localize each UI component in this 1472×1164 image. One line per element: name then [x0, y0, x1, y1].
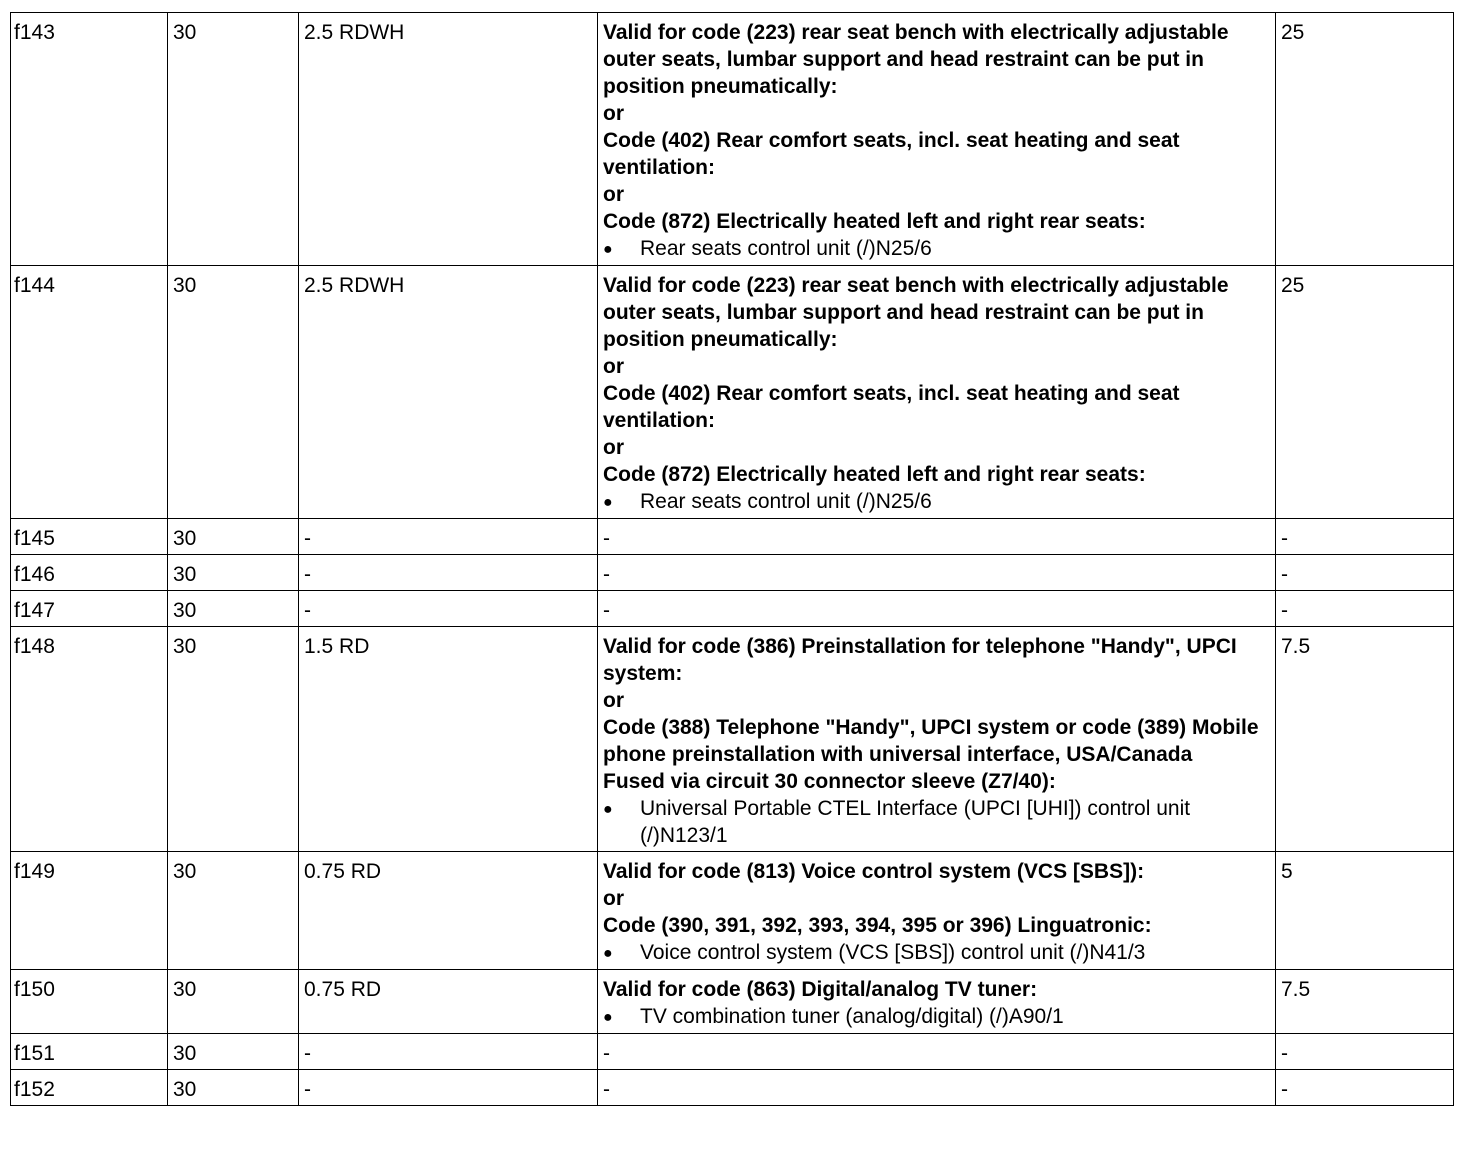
bullet-item [603, 939, 1270, 967]
fuse-table-body [11, 13, 1454, 1106]
bullet-icon: ● [603, 945, 613, 962]
description-line-bold: or [603, 183, 624, 206]
description-line-bold: or [603, 355, 624, 378]
fuse-number-cell: f152 [11, 1070, 168, 1106]
fuse-number-cell: f146 [11, 555, 168, 591]
fuse-number-cell: f147 [11, 591, 168, 627]
wire-cell: - [299, 1034, 598, 1070]
fuse-number-cell: f143 [11, 13, 168, 266]
amperage-cell: 7.5 [1276, 970, 1454, 1034]
fuse-number-cell: f145 [11, 519, 168, 555]
circuit-cell: 30 [168, 1034, 299, 1070]
bullet-item [603, 1003, 1270, 1031]
bullet-icon: ● [603, 801, 613, 818]
description-line-bold: Code (402) Rear comfort seats, incl. seat heating and seat ventilation: [603, 129, 1180, 179]
table-row [11, 519, 1454, 555]
description-line-bold: Valid for code (223) rear seat bench with electrically adjustable outer seats, lumbar support and head restraint can be put in position pneumatically: [603, 274, 1229, 351]
description-line-bold: or [603, 689, 624, 712]
wire-cell: 2.5 RDWH [299, 13, 598, 266]
fuse-number-cell: f150 [11, 970, 168, 1034]
description-line-bold: Valid for code (386) Preinstallation for telephone "Handy", UPCI system: [603, 635, 1237, 685]
description-line-bold: or [603, 887, 624, 910]
circuit-cell: 30 [168, 519, 299, 555]
bullet-item [603, 235, 1270, 263]
circuit-cell: 30 [168, 555, 299, 591]
table-row [11, 591, 1454, 627]
table-row [11, 1034, 1454, 1070]
description-line-bold: Fused via circuit 30 connector sleeve (Z7/40): [603, 770, 1056, 793]
table-row [11, 852, 1454, 970]
bullet-icon: ● [603, 1009, 613, 1026]
wire-cell: 1.5 RD [299, 627, 598, 852]
fuse-number-cell: f151 [11, 1034, 168, 1070]
bullet-text: Rear seats control unit (/)N25/6 [640, 237, 932, 260]
description-line: - [603, 599, 610, 622]
wire-cell: 2.5 RDWH [299, 266, 598, 519]
amperage-cell: 5 [1276, 852, 1454, 970]
table-row [11, 627, 1454, 852]
amperage-cell: - [1276, 1034, 1454, 1070]
wire-cell: 0.75 RD [299, 970, 598, 1034]
bullet-icon: ● [603, 241, 613, 258]
description-cell [598, 970, 1276, 1034]
wire-cell: - [299, 519, 598, 555]
description-line: - [603, 527, 610, 550]
circuit-cell: 30 [168, 13, 299, 266]
wire-cell: - [299, 591, 598, 627]
amperage-cell: 25 [1276, 13, 1454, 266]
bullet-item [603, 795, 1270, 849]
wire-cell: - [299, 555, 598, 591]
description-line-bold: or [603, 102, 624, 125]
description-cell [598, 591, 1276, 627]
amperage-cell: 7.5 [1276, 627, 1454, 852]
bullet-text: Voice control system (VCS [SBS]) control unit (/)N41/3 [640, 941, 1146, 964]
description-cell [598, 1034, 1276, 1070]
circuit-cell: 30 [168, 852, 299, 970]
description-line-bold: Code (872) Electrically heated left and right rear seats: [603, 210, 1146, 233]
table-row [11, 555, 1454, 591]
wire-cell: 0.75 RD [299, 852, 598, 970]
wire-cell: - [299, 1070, 598, 1106]
description-line: - [603, 1078, 610, 1101]
fuse-table [10, 12, 1454, 1106]
bullet-item [603, 488, 1270, 516]
description-line-bold: or [603, 436, 624, 459]
description-line-bold: Valid for code (813) Voice control system (VCS [SBS]): [603, 860, 1145, 883]
circuit-cell: 30 [168, 627, 299, 852]
bullet-text: TV combination tuner (analog/digital) (/)A90/1 [640, 1005, 1064, 1028]
bullet-icon: ● [603, 494, 613, 511]
fuse-number-cell: f149 [11, 852, 168, 970]
circuit-cell: 30 [168, 266, 299, 519]
amperage-cell: - [1276, 1070, 1454, 1106]
description-cell [598, 627, 1276, 852]
table-row [11, 266, 1454, 519]
amperage-cell: - [1276, 555, 1454, 591]
description-line-bold: Code (390, 391, 392, 393, 394, 395 or 396) Linguatronic: [603, 914, 1152, 937]
fuse-number-cell: f144 [11, 266, 168, 519]
fuse-number-cell: f148 [11, 627, 168, 852]
circuit-cell: 30 [168, 970, 299, 1034]
description-line: - [603, 1042, 610, 1065]
description-line-bold: Code (872) Electrically heated left and right rear seats: [603, 463, 1146, 486]
description-cell [598, 13, 1276, 266]
description-cell [598, 519, 1276, 555]
description-cell [598, 1070, 1276, 1106]
circuit-cell: 30 [168, 591, 299, 627]
circuit-cell: 30 [168, 1070, 299, 1106]
table-row [11, 1070, 1454, 1106]
description-line-bold: Valid for code (863) Digital/analog TV tuner: [603, 978, 1038, 1001]
bullet-text: Rear seats control unit (/)N25/6 [640, 490, 932, 513]
bullet-text: Universal Portable CTEL Interface (UPCI [UHI]) control unit (/)N123/1 [640, 797, 1191, 847]
description-line-bold: Code (402) Rear comfort seats, incl. seat heating and seat ventilation: [603, 382, 1180, 432]
description-line-bold: Valid for code (223) rear seat bench with electrically adjustable outer seats, lumbar support and head restraint can be put in position pneumatically: [603, 21, 1229, 98]
description-line-bold: Code (388) Telephone "Handy", UPCI system or code (389) Mobile phone preinstallation with universal interface, USA/Canada [603, 716, 1259, 766]
description-cell [598, 555, 1276, 591]
amperage-cell: - [1276, 519, 1454, 555]
description-line: - [603, 563, 610, 586]
description-cell [598, 852, 1276, 970]
table-row [11, 13, 1454, 266]
table-row [11, 970, 1454, 1034]
amperage-cell: - [1276, 591, 1454, 627]
description-cell [598, 266, 1276, 519]
amperage-cell: 25 [1276, 266, 1454, 519]
